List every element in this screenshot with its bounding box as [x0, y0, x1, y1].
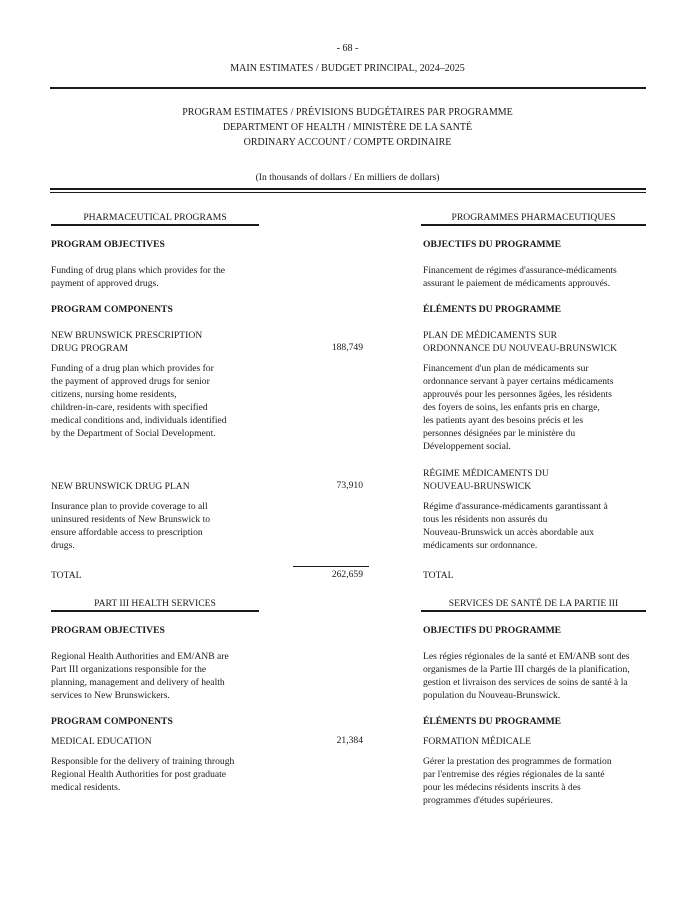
- units-note: (In thousands of dollars / En milliers de dollars): [255, 172, 440, 183]
- document-title: MAIN ESTIMATES / BUDGET PRINCIPAL, 2024–2025: [230, 63, 465, 74]
- section1-objectives-heading-fr: OBJECTIFS DU PROGRAMME: [423, 239, 562, 250]
- item-name-en: NEW BRUNSWICK DRUG PLAN: [51, 481, 190, 492]
- item-name-fr: PLAN DE MÉDICAMENTS SUR ORDONNANCE DU NOUVEAU-BRUNSWICK: [423, 330, 618, 354]
- page-number: - 68 -: [336, 43, 359, 54]
- item-description-en: Responsible for the delivery of training through Regional Health Authorities for post graduate medical residents.: [51, 756, 235, 793]
- section1-objectives-heading-en: PROGRAM OBJECTIVES: [51, 239, 165, 250]
- account-heading: ORDINARY ACCOUNT / COMPTE ORDINAIRE: [243, 137, 452, 148]
- section2-components-heading-fr: ÉLÉMENTS DU PROGRAMME: [423, 716, 562, 727]
- item-name-fr: RÉGIME MÉDICAMENTS DU NOUVEAU-BRUNSWICK: [423, 468, 549, 492]
- section1-title-fr: PROGRAMMES PHARMACEUTIQUES: [451, 212, 616, 223]
- item-amount: 188,749: [331, 342, 363, 353]
- section2-objectives-text-en: Regional Health Authorities and EM/ANB are Part III organizations responsible for the planning, management and delivery of health services to New Brunswickers.: [51, 651, 229, 701]
- item-amount: 73,910: [336, 480, 363, 491]
- section2-objectives-heading-fr: OBJECTIFS DU PROGRAMME: [423, 625, 562, 636]
- section1-title-en: PHARMACEUTICAL PROGRAMS: [83, 212, 227, 223]
- item-amount: 21,384: [336, 735, 363, 746]
- item-description-fr: Financement d'un plan de médicaments sur ordonnance servant à payer certains médicaments approuvés pour les personnes âgées, les résidents des foyers de soins, les enfants pris en charge, les patients ayant des besoins précis et les personnes désignées par le ministère du Développement social.: [423, 363, 614, 452]
- header-rule: [50, 87, 646, 89]
- section2-title-en: PART III HEALTH SERVICES: [94, 598, 216, 609]
- section2-objectives-text-fr: Les régies régionales de la santé et EM/ANB sont des organismes de la Partie III chargés de la planification, gestion et livraison des services de soins de santé à la population du Nouveau-Brunswick.: [423, 651, 630, 701]
- units-rule-top: [50, 188, 646, 190]
- section2-components-heading-en: PROGRAM COMPONENTS: [51, 716, 173, 727]
- units-rule-bottom: [50, 192, 646, 193]
- department-heading: DEPARTMENT OF HEALTH / MINISTÈRE DE LA SANTÉ: [222, 122, 473, 133]
- section1-components-heading-fr: ÉLÉMENTS DU PROGRAMME: [423, 304, 562, 315]
- section2-title-en-underline: [51, 610, 259, 612]
- total-label-en: TOTAL: [51, 570, 82, 581]
- section2-title-fr: SERVICES DE SANTÉ DE LA PARTIE III: [448, 598, 619, 609]
- total-amount: 262,659: [331, 569, 363, 580]
- section2-objectives-heading-en: PROGRAM OBJECTIVES: [51, 625, 165, 636]
- section1-title-en-underline: [51, 224, 259, 226]
- item-description-fr: Gérer la prestation des programmes de formation par l'entremise des régies régionales de la santé pour les médecins résidents inscrits à des programmes d'études supérieures.: [423, 756, 612, 806]
- item-name-fr: FORMATION MÉDICALE: [423, 736, 531, 747]
- item-name-en: MEDICAL EDUCATION: [51, 736, 152, 747]
- total-rule: [293, 566, 369, 567]
- item-description-en: Funding of a drug plan which provides for the payment of approved drugs for senior citizens, nursing home residents, children-in-care, residents with specified medical conditions and, individuals identified by the Department of Social Development.: [51, 363, 227, 439]
- item-description-en: Insurance plan to provide coverage to all uninsured residents of New Brunswick to ensure affordable access to prescription drugs.: [51, 501, 211, 551]
- section1-objectives-text-fr: Financement de régimes d'assurance-médicaments assurant le paiement de médicaments approuvés.: [423, 265, 617, 289]
- item-description-fr: Régime d'assurance-médicaments garantissant à tous les résidents non assurés du Nouveau-Brunswick un accès abordable aux médicaments sur ordonnance.: [423, 501, 608, 551]
- section1-components-heading-en: PROGRAM COMPONENTS: [51, 304, 173, 315]
- section1-title-fr-underline: [421, 224, 646, 226]
- total-label-fr: TOTAL: [423, 570, 454, 581]
- section1-objectives-text-en: Funding of drug plans which provides for the payment of approved drugs.: [51, 265, 225, 289]
- program-estimates-heading: PROGRAM ESTIMATES / PRÉVISIONS BUDGÉTAIRES PAR PROGRAMME: [182, 107, 513, 118]
- section2-title-fr-underline: [421, 610, 646, 612]
- item-name-en: NEW BRUNSWICK PRESCRIPTION DRUG PROGRAM: [51, 330, 203, 354]
